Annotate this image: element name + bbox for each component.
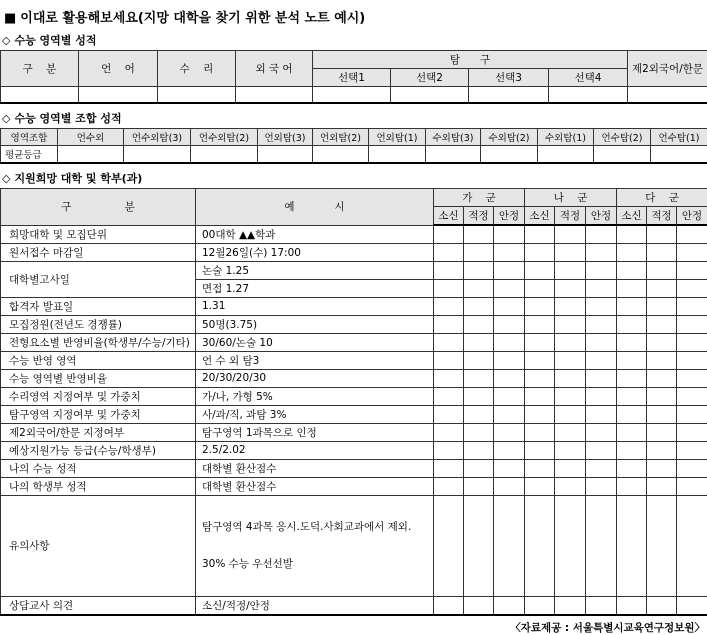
col-header-sosin: 소신 — [617, 207, 647, 226]
empty-cell — [617, 596, 647, 615]
row-value: 00대학 ▲▲학과 — [196, 225, 434, 243]
row-label: 수능 영역별 반영비율 — [1, 369, 196, 387]
col-header-eonoetam1: 언외탐(1) — [369, 129, 426, 146]
empty-cell — [464, 315, 494, 333]
row-label: 전형요소별 반영비율(학생부/수능/기타) — [1, 333, 196, 351]
empty-cell — [647, 495, 677, 596]
col-header-suoetam1: 수외탐(1) — [538, 129, 594, 146]
empty-cell — [481, 146, 538, 164]
note-line-2: 30% 수능 우선선발 — [202, 558, 431, 571]
empty-cell — [494, 297, 525, 315]
table-row — [1, 225, 707, 243]
empty-cell — [525, 423, 555, 441]
empty-cell — [236, 87, 313, 104]
empty-cell — [434, 279, 464, 297]
empty-cell — [464, 261, 494, 279]
empty-cell — [617, 243, 647, 261]
empty-cell — [617, 405, 647, 423]
empty-cell — [494, 387, 525, 405]
table-row — [1, 495, 707, 596]
row-label: 희망대학 및 모집단위 — [1, 225, 196, 243]
empty-cell — [313, 87, 391, 104]
empty-cell — [525, 405, 555, 423]
empty-cell — [586, 315, 617, 333]
row-value: 1.31 — [196, 297, 434, 315]
empty-cell — [647, 315, 677, 333]
empty-cell — [647, 477, 677, 495]
col-header-example: 예 시 — [196, 189, 434, 226]
empty-cell — [617, 279, 647, 297]
row-value: 언 수 외 탐3 — [196, 351, 434, 369]
empty-cell — [617, 495, 647, 596]
table-row — [1, 387, 707, 405]
col-header-gubun: 구 분 — [1, 51, 79, 87]
empty-cell — [555, 279, 586, 297]
empty-cell — [586, 495, 617, 596]
empty-cell — [647, 459, 677, 477]
empty-cell — [555, 261, 586, 279]
row-label: 나의 학생부 성적 — [1, 477, 196, 495]
empty-cell — [586, 243, 617, 261]
row-label: 유의사항 — [1, 495, 196, 596]
empty-cell — [677, 596, 707, 615]
empty-cell — [677, 351, 707, 369]
col-header-jeokjeong: 적정 — [464, 207, 494, 226]
csat-area-score-table — [0, 50, 707, 104]
empty-cell — [617, 225, 647, 243]
empty-cell — [617, 477, 647, 495]
empty-cell — [58, 146, 124, 164]
empty-cell — [434, 387, 464, 405]
section-title-text: 수능 영역별 조합 성적 — [14, 112, 121, 125]
empty-cell — [525, 243, 555, 261]
empty-cell — [434, 459, 464, 477]
empty-cell — [525, 369, 555, 387]
empty-cell — [555, 297, 586, 315]
empty-cell — [494, 279, 525, 297]
table-row — [1, 477, 707, 495]
empty-cell — [525, 477, 555, 495]
col-header-anjeong: 안정 — [677, 207, 707, 226]
col-header-combination: 영역조합 — [1, 129, 58, 146]
row-label: 수능 반영 영역 — [1, 351, 196, 369]
table-row — [1, 459, 707, 477]
empty-cell — [586, 477, 617, 495]
table-row — [1, 351, 707, 369]
empty-cell — [677, 423, 707, 441]
row-value: 12월26일(수) 17:00 — [196, 243, 434, 261]
empty-cell — [555, 423, 586, 441]
empty-cell — [369, 146, 426, 164]
col-header-suoetam2: 수외탐(2) — [481, 129, 538, 146]
empty-cell — [677, 261, 707, 279]
empty-cell — [494, 441, 525, 459]
empty-cell — [464, 333, 494, 351]
section-title-csat-scores — [0, 28, 707, 50]
empty-cell — [525, 441, 555, 459]
empty-cell — [1, 87, 79, 104]
row-value: 2.5/2.02 — [196, 441, 434, 459]
empty-cell — [555, 243, 586, 261]
row-value: 탐구영역 1과목으로 인정 — [196, 423, 434, 441]
empty-cell — [464, 243, 494, 261]
empty-cell — [677, 225, 707, 243]
table-row — [1, 189, 707, 207]
table-row — [1, 315, 707, 333]
empty-cell — [555, 387, 586, 405]
row-value: 소신/적정/안정 — [196, 596, 434, 615]
empty-cell — [647, 225, 677, 243]
empty-cell — [525, 387, 555, 405]
empty-cell — [494, 315, 525, 333]
empty-cell — [313, 146, 369, 164]
empty-cell — [647, 333, 677, 351]
empty-cell — [525, 333, 555, 351]
col-header-language: 언 어 — [79, 51, 158, 87]
empty-cell — [538, 146, 594, 164]
empty-cell — [617, 441, 647, 459]
empty-cell — [677, 495, 707, 596]
empty-cell — [549, 87, 628, 104]
empty-cell — [586, 405, 617, 423]
empty-cell — [586, 351, 617, 369]
empty-cell — [617, 333, 647, 351]
col-header-choice2: 선택2 — [391, 69, 469, 87]
empty-cell — [647, 279, 677, 297]
empty-cell — [434, 477, 464, 495]
empty-cell — [586, 596, 617, 615]
row-value: 면접 1.27 — [196, 279, 434, 297]
empty-cell — [647, 441, 677, 459]
table-row — [1, 261, 707, 279]
empty-cell — [594, 146, 651, 164]
page-title — [0, 0, 707, 28]
empty-cell — [525, 225, 555, 243]
col-header-jeokjeong: 적정 — [647, 207, 677, 226]
empty-cell — [586, 279, 617, 297]
empty-cell — [647, 423, 677, 441]
row-label: 수리영역 지정여부 및 가중치 — [1, 387, 196, 405]
col-header-inquiry: 탐 구 — [313, 51, 628, 69]
empty-cell — [464, 387, 494, 405]
empty-cell — [555, 225, 586, 243]
empty-cell — [494, 495, 525, 596]
empty-cell — [651, 146, 707, 164]
section-title-text: 지원희망 대학 및 학부(과) — [14, 172, 142, 185]
empty-cell — [677, 369, 707, 387]
empty-cell — [555, 459, 586, 477]
table-row — [1, 51, 707, 69]
empty-cell — [586, 423, 617, 441]
empty-cell — [191, 146, 258, 164]
empty-cell — [617, 315, 647, 333]
col-header-group-na: 나 군 — [525, 189, 617, 207]
empty-cell — [677, 315, 707, 333]
section-title-target-universities — [0, 166, 707, 188]
csat-combination-score-table — [0, 128, 707, 164]
table-row — [1, 129, 707, 146]
row-label: 탐구영역 지정여부 및 가중치 — [1, 405, 196, 423]
empty-cell — [464, 297, 494, 315]
empty-cell — [494, 261, 525, 279]
row-label: 제2외국어/한문 지정여부 — [1, 423, 196, 441]
empty-cell — [677, 477, 707, 495]
empty-cell — [494, 225, 525, 243]
empty-cell — [494, 405, 525, 423]
empty-cell — [647, 351, 677, 369]
application-analysis-table — [0, 188, 707, 616]
empty-cell — [464, 495, 494, 596]
empty-cell — [617, 387, 647, 405]
empty-cell — [586, 459, 617, 477]
table-row — [1, 596, 707, 615]
col-header-eonsuoetam3: 언수외탐(3) — [124, 129, 191, 146]
empty-cell — [647, 261, 677, 279]
empty-cell — [464, 405, 494, 423]
empty-cell — [628, 87, 707, 104]
row-value: 50명(3.75) — [196, 315, 434, 333]
row-label: 원서접수 마감일 — [1, 243, 196, 261]
empty-cell — [525, 351, 555, 369]
empty-cell — [434, 315, 464, 333]
empty-cell — [617, 369, 647, 387]
col-header-eonoetam2: 언외탐(2) — [313, 129, 369, 146]
section-title-text: 수능 영역별 성적 — [14, 34, 96, 47]
empty-cell — [434, 333, 464, 351]
empty-cell — [677, 297, 707, 315]
empty-cell — [525, 495, 555, 596]
empty-cell — [525, 261, 555, 279]
empty-cell — [647, 369, 677, 387]
row-value — [196, 495, 434, 596]
empty-cell — [677, 279, 707, 297]
empty-cell — [464, 596, 494, 615]
empty-cell — [434, 225, 464, 243]
diamond-bullet-icon: ◇ — [2, 172, 10, 185]
empty-cell — [586, 369, 617, 387]
empty-cell — [647, 405, 677, 423]
col-header-anjeong: 안정 — [586, 207, 617, 226]
empty-cell — [525, 459, 555, 477]
empty-cell — [494, 459, 525, 477]
empty-cell — [469, 87, 549, 104]
section-title-combined-scores — [0, 106, 707, 128]
row-value: 30/60/논술 10 — [196, 333, 434, 351]
col-header-sosin: 소신 — [434, 207, 464, 226]
empty-cell — [677, 387, 707, 405]
col-header-eonsuoetam2: 언수외탐(2) — [191, 129, 258, 146]
empty-cell — [617, 261, 647, 279]
empty-cell — [258, 146, 313, 164]
empty-cell — [555, 477, 586, 495]
empty-cell — [677, 459, 707, 477]
empty-cell — [434, 351, 464, 369]
row-value: 대학별 환산점수 — [196, 459, 434, 477]
empty-cell — [494, 351, 525, 369]
col-header-eonsutam1: 언수탐(1) — [651, 129, 707, 146]
empty-cell — [124, 146, 191, 164]
data-source-credit: 〈자료제공 : 서울특별시교육연구정보원〉 — [0, 616, 707, 635]
empty-cell — [555, 596, 586, 615]
col-header-group-ga: 가 군 — [434, 189, 525, 207]
table-row — [1, 87, 707, 104]
empty-cell — [525, 297, 555, 315]
empty-cell — [677, 441, 707, 459]
empty-cell — [464, 441, 494, 459]
col-header-eonsutam2: 언수탐(2) — [594, 129, 651, 146]
empty-cell — [647, 297, 677, 315]
empty-cell — [555, 441, 586, 459]
empty-cell — [464, 477, 494, 495]
empty-cell — [617, 459, 647, 477]
empty-cell — [464, 423, 494, 441]
empty-cell — [434, 596, 464, 615]
col-header-gubun: 구 분 — [1, 189, 196, 226]
table-row — [1, 243, 707, 261]
empty-cell — [464, 279, 494, 297]
empty-cell — [434, 297, 464, 315]
col-header-jeokjeong: 적정 — [555, 207, 586, 226]
row-value: 사/과/직, 과탐 3% — [196, 405, 434, 423]
empty-cell — [555, 333, 586, 351]
empty-cell — [434, 423, 464, 441]
empty-cell — [617, 351, 647, 369]
col-header-foreign: 외 국 어 — [236, 51, 313, 87]
empty-cell — [434, 441, 464, 459]
empty-cell — [434, 243, 464, 261]
col-header-suoetam3: 수외탐(3) — [426, 129, 481, 146]
row-value: 대학별 환산점수 — [196, 477, 434, 495]
diamond-bullet-icon: ◇ — [2, 34, 10, 47]
empty-cell — [617, 297, 647, 315]
table-row — [1, 423, 707, 441]
empty-cell — [586, 297, 617, 315]
table-row — [1, 297, 707, 315]
col-header-anjeong: 안정 — [494, 207, 525, 226]
empty-cell — [391, 87, 469, 104]
col-header-sosin: 소신 — [525, 207, 555, 226]
empty-cell — [494, 423, 525, 441]
row-value: 가/나, 가형 5% — [196, 387, 434, 405]
empty-cell — [555, 495, 586, 596]
col-header-group-da: 다 군 — [617, 189, 707, 207]
empty-cell — [525, 315, 555, 333]
col-header-choice1: 선택1 — [313, 69, 391, 87]
empty-cell — [677, 243, 707, 261]
empty-cell — [494, 596, 525, 615]
empty-cell — [426, 146, 481, 164]
empty-cell — [434, 369, 464, 387]
empty-cell — [555, 405, 586, 423]
row-value: 논술 1.25 — [196, 261, 434, 279]
empty-cell — [494, 477, 525, 495]
empty-cell — [677, 333, 707, 351]
row-label: 예상지원가능 등급(수능/학생부) — [1, 441, 196, 459]
note-line-1: 탐구영역 4과목 응시.도덕.사회교과에서 제외. — [202, 521, 431, 534]
row-label: 합격자 발표일 — [1, 297, 196, 315]
empty-cell — [647, 387, 677, 405]
empty-cell — [586, 441, 617, 459]
empty-cell — [586, 261, 617, 279]
col-header-choice4: 선택4 — [549, 69, 628, 87]
table-row — [1, 369, 707, 387]
empty-cell — [586, 225, 617, 243]
empty-cell — [464, 351, 494, 369]
empty-cell — [647, 243, 677, 261]
empty-cell — [464, 459, 494, 477]
empty-cell — [464, 369, 494, 387]
row-label: 상담교사 의견 — [1, 596, 196, 615]
empty-cell — [79, 87, 158, 104]
row-label: 대학별고사일 — [1, 261, 196, 297]
table-row — [1, 333, 707, 351]
empty-cell — [434, 495, 464, 596]
empty-cell — [617, 423, 647, 441]
empty-cell — [555, 315, 586, 333]
empty-cell — [494, 369, 525, 387]
empty-cell — [586, 387, 617, 405]
empty-cell — [158, 87, 236, 104]
col-header-eonoetam3: 언외탐(3) — [258, 129, 313, 146]
empty-cell — [494, 333, 525, 351]
table-row — [1, 405, 707, 423]
empty-cell — [647, 596, 677, 615]
square-bullet-icon: ■ — [4, 11, 16, 26]
empty-cell — [494, 243, 525, 261]
col-header-second-foreign: 제2외국어/한문 — [628, 51, 707, 87]
row-value: 20/30/20/30 — [196, 369, 434, 387]
col-header-choice3: 선택3 — [469, 69, 549, 87]
empty-cell — [555, 369, 586, 387]
empty-cell — [677, 405, 707, 423]
table-row — [1, 441, 707, 459]
row-label: 모집정원(전년도 경쟁률) — [1, 315, 196, 333]
empty-cell — [525, 279, 555, 297]
page-title-text: 이대로 활용해보세요(지망 대학을 찾기 위한 분석 노트 예시) — [20, 11, 365, 26]
empty-cell — [434, 261, 464, 279]
empty-cell — [434, 405, 464, 423]
table-row — [1, 146, 707, 164]
empty-cell — [586, 333, 617, 351]
row-label-average-grade: 평균등급 — [1, 146, 58, 164]
empty-cell — [525, 596, 555, 615]
diamond-bullet-icon: ◇ — [2, 112, 10, 125]
empty-cell — [464, 225, 494, 243]
empty-cell — [555, 351, 586, 369]
row-label: 나의 수능 성적 — [1, 459, 196, 477]
col-header-eonsuoe: 언수외 — [58, 129, 124, 146]
col-header-math: 수 리 — [158, 51, 236, 87]
